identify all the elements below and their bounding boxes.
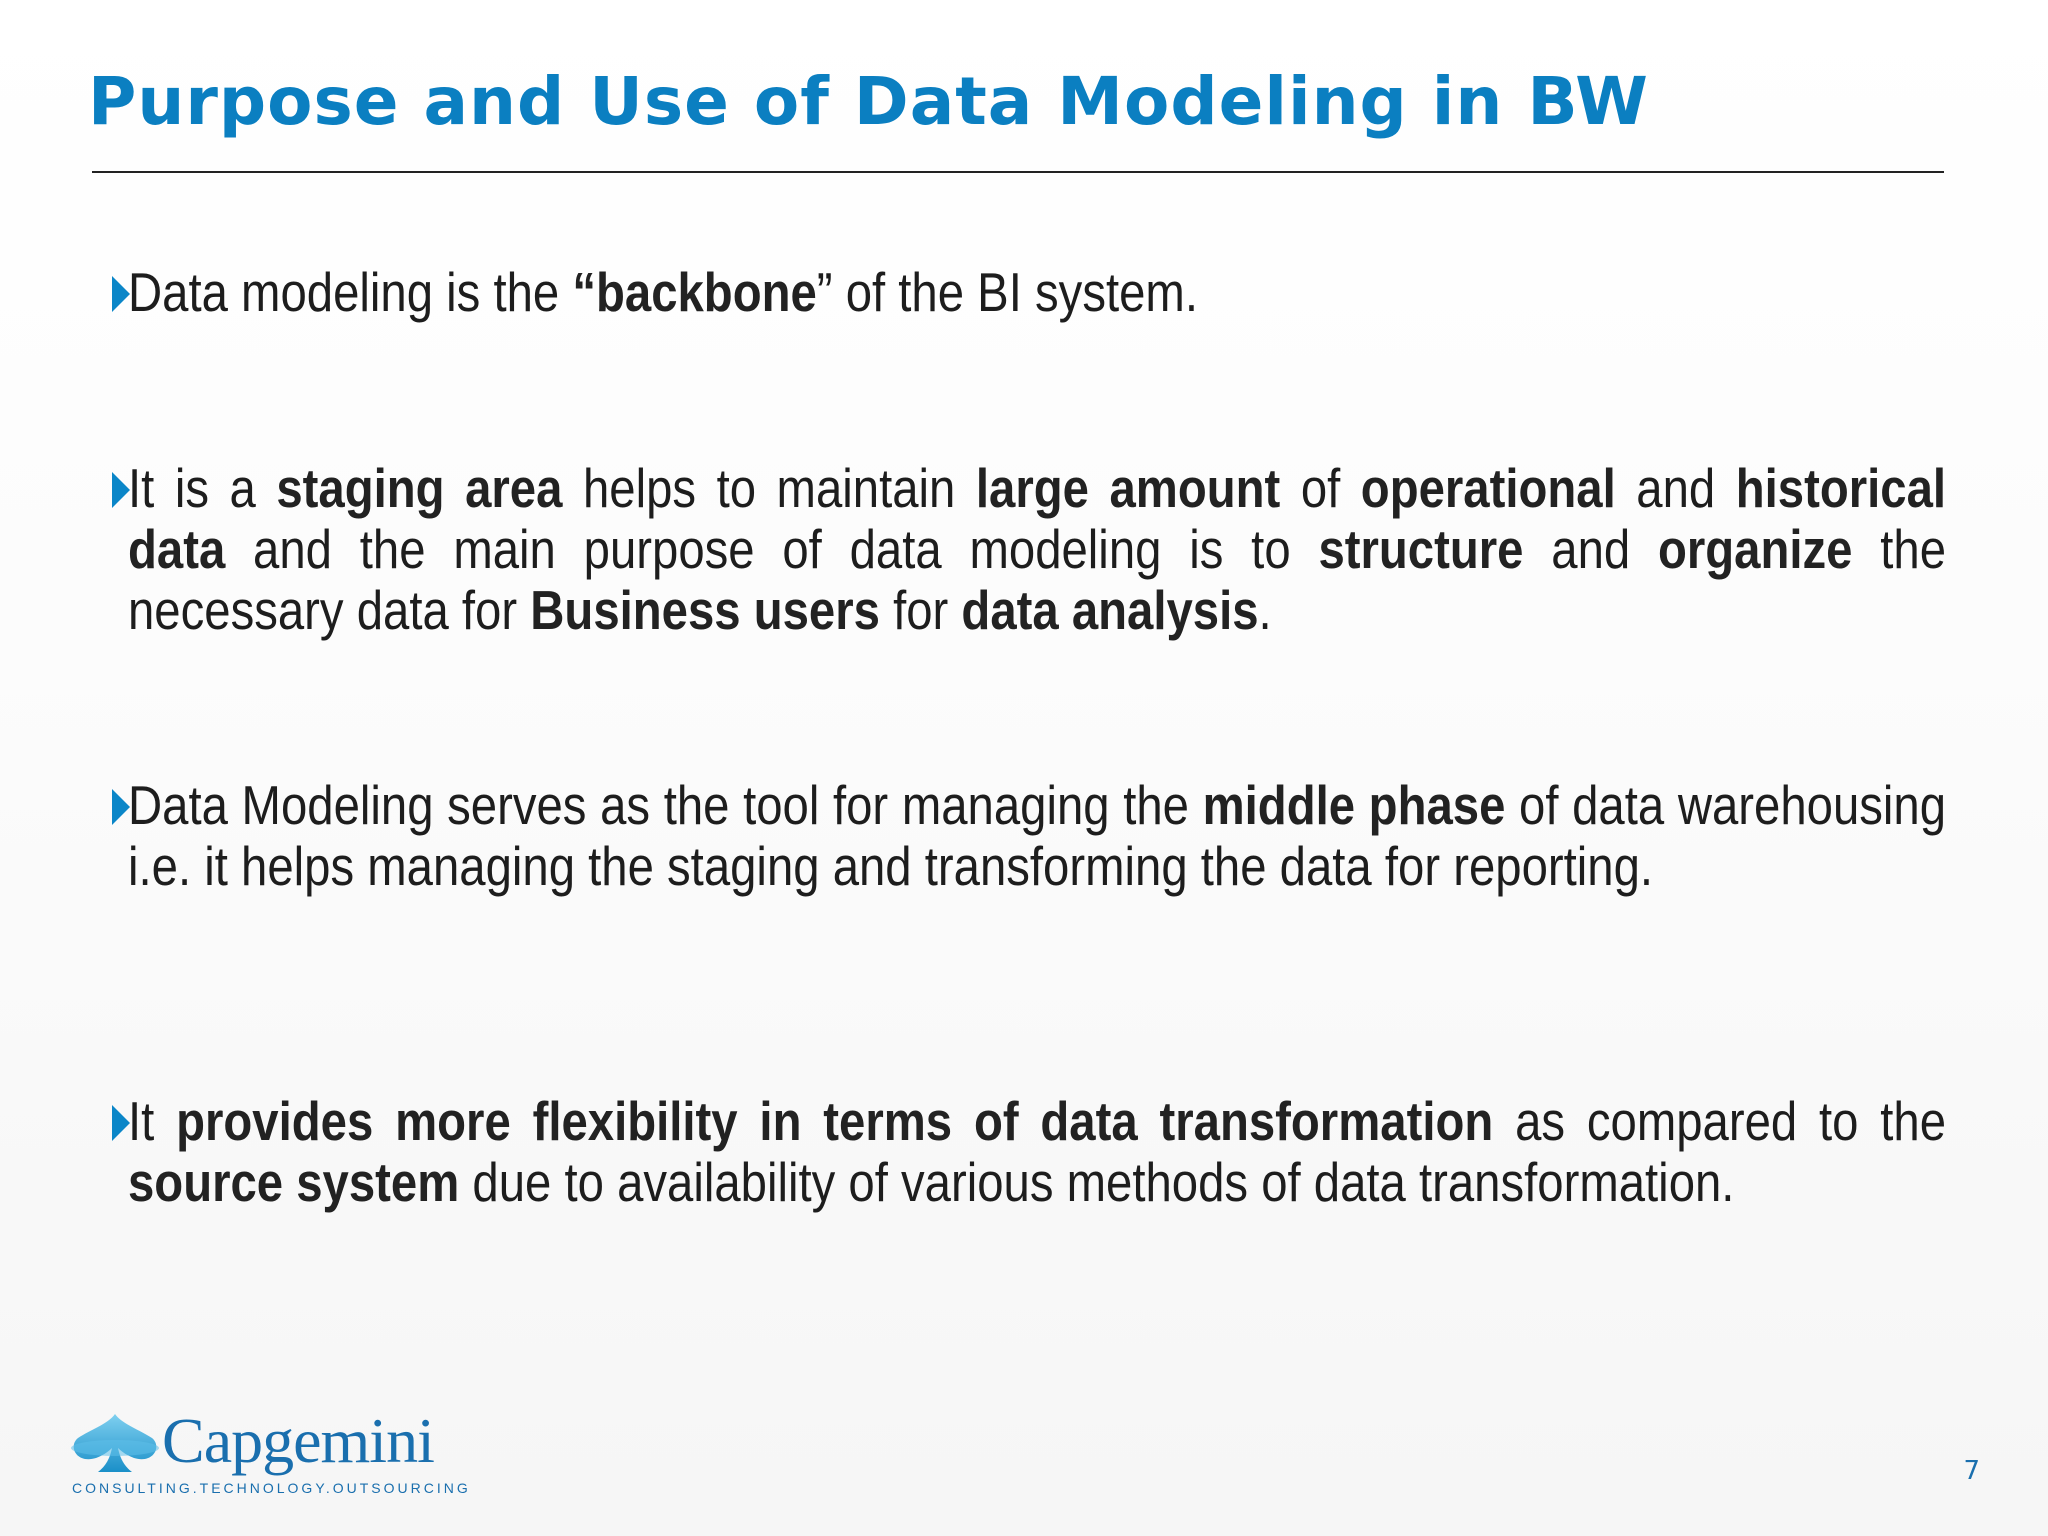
body-text: ” of the BI system. <box>816 261 1198 323</box>
bold-text: data analysis <box>961 579 1259 641</box>
bullet-item <box>128 458 1946 641</box>
body-text: of data warehousing i.e. it helps managing the staging and transforming the data for reporting. <box>128 774 1947 897</box>
logo-wordmark: Capgemini <box>162 1405 434 1476</box>
logo-tagline: CONSULTING.TECHNOLOGY.OUTSOURCING <box>72 1480 471 1496</box>
title-divider <box>92 171 1944 173</box>
bold-text: “backbone <box>572 261 817 323</box>
slide-title: Purpose and Use of Data Modeling in BW <box>88 63 1649 140</box>
bold-text: historical data <box>128 457 1947 580</box>
body-text: and <box>1615 457 1736 519</box>
bold-text: provides more flexibility in terms of data transformation <box>176 1090 1494 1152</box>
capgemini-logo <box>70 1405 471 1508</box>
bold-text: middle phase <box>1202 774 1506 836</box>
body-text: for <box>879 579 962 641</box>
body-text: It <box>128 1090 177 1152</box>
bullet-item <box>128 1091 1946 1213</box>
body-text: Data modeling is the <box>128 261 573 323</box>
bold-text: operational <box>1360 457 1616 519</box>
bold-text: structure <box>1318 518 1524 580</box>
spade-icon <box>70 1408 160 1480</box>
body-text: It is a <box>128 457 277 519</box>
body-text: and the main purpose of data modeling is to <box>225 518 1319 580</box>
bold-text: organize <box>1657 518 1853 580</box>
body-text: helps to maintain <box>562 457 976 519</box>
body-text: of <box>1280 457 1361 519</box>
page-number: 7 <box>1963 1456 1980 1486</box>
bullet-item <box>128 775 1946 897</box>
body-text: Data Modeling serves as the tool for managing the <box>128 774 1203 836</box>
bold-text: Business users <box>530 579 880 641</box>
bold-text: staging area <box>276 457 563 519</box>
bullet-item <box>128 262 1946 323</box>
body-text: due to availability of various methods of data transformation. <box>459 1151 1735 1213</box>
body-text: . <box>1258 579 1272 641</box>
body-text: the necessary data for <box>128 518 1947 641</box>
body-text: and <box>1523 518 1658 580</box>
body-text: as compared to the <box>1493 1090 1947 1152</box>
bold-text: large amount <box>975 457 1281 519</box>
bold-text: source system <box>128 1151 460 1213</box>
